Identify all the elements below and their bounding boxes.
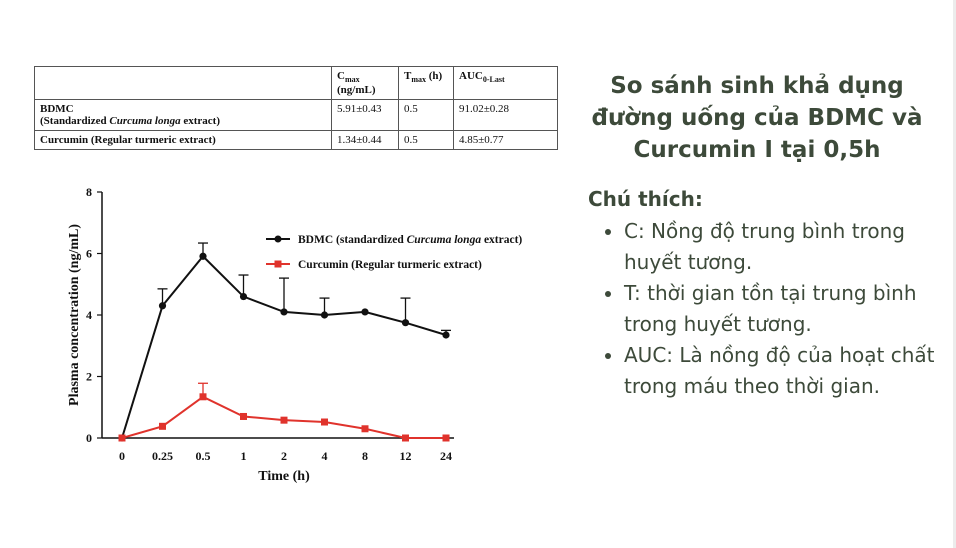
- notes-heading: Chú thích:: [588, 187, 703, 211]
- table-row: [35, 131, 558, 150]
- x-tick-label: 0: [119, 449, 125, 463]
- x-axis-label: Time (h): [258, 469, 310, 484]
- table-cell-tmax: 0.5: [399, 100, 454, 131]
- data-point: [361, 308, 368, 315]
- y-tick-label: 6: [86, 246, 92, 261]
- x-tick-label: 0.25: [152, 449, 173, 463]
- data-point: [119, 435, 126, 442]
- table-cell-auc: 91.02±0.28: [454, 100, 558, 131]
- legend-marker: [275, 236, 282, 243]
- x-tick-label: 1: [240, 449, 247, 463]
- table-cell-cmax: 1.34±0.44: [332, 131, 399, 150]
- table-header-cmax: $C_{max}$ (ng/mL): [332, 67, 399, 100]
- data-point: [321, 311, 328, 318]
- pk-figure: [34, 64, 580, 484]
- list-item: • AUC: Là nồng độ của hoạt chất trong máu theo thời gian.: [624, 340, 944, 402]
- table-cell-name: Curcumin (Regular turmeric extract): [35, 131, 332, 150]
- table-header-empty: [35, 67, 332, 100]
- table-cell-name: BDMC (Standardized Curcuma longa extract): [35, 100, 332, 131]
- data-point: [199, 253, 206, 260]
- data-point: [281, 417, 288, 424]
- x-tick-label: 0.5: [195, 449, 211, 463]
- data-point: [442, 331, 449, 338]
- table-header-tmax: $T_{max}$ (h): [399, 67, 454, 100]
- data-point: [200, 393, 207, 400]
- line-chart: [34, 176, 580, 484]
- data-point: [362, 425, 369, 432]
- list-item: • T: thời gian tồn tại trung bình trong huyết tương.: [624, 278, 944, 340]
- table-row: [35, 100, 558, 131]
- data-point: [443, 435, 450, 442]
- table-cell-tmax: 0.5: [399, 131, 454, 150]
- y-tick-label: 8: [86, 185, 92, 199]
- list-item: • C: Nồng độ trung bình trong huyết tương.: [624, 216, 944, 278]
- table-header-row: [35, 67, 558, 100]
- x-tick-label: 8: [362, 449, 368, 463]
- notes-list: [596, 216, 944, 402]
- page-title: So sánh sinh khả dụng đường uống của BDMC và Curcumin I tại 0,5h: [591, 73, 923, 163]
- data-point: [240, 413, 247, 420]
- x-tick-label: 4: [321, 449, 328, 463]
- data-point: [321, 419, 328, 426]
- pk-table: [34, 66, 558, 150]
- data-point: [280, 308, 287, 315]
- y-tick-label: 4: [86, 308, 92, 322]
- x-tick-label: 24: [440, 449, 452, 463]
- x-tick-label: 2: [281, 449, 287, 463]
- table-cell-auc: 4.85±0.77: [454, 131, 558, 150]
- legend-label: Curcumin (Regular turmeric extract): [298, 259, 482, 271]
- data-point: [159, 302, 166, 309]
- data-point: [402, 319, 409, 326]
- legend-marker: [275, 261, 282, 268]
- legend-label: BDMC (standardized Curcuma longa extract): [298, 234, 523, 246]
- y-axis-label: Plasma concentration (ng/mL): [67, 224, 82, 406]
- table-header-auc: $AUC_{0-Last}$: [454, 67, 558, 100]
- data-point: [159, 423, 166, 430]
- table-cell-cmax: 5.91±0.43: [332, 100, 399, 131]
- x-tick-label: 12: [399, 449, 412, 463]
- data-point: [240, 293, 247, 300]
- y-tick-label: 0: [86, 431, 92, 445]
- data-point: [402, 435, 409, 442]
- y-tick-label: 2: [86, 369, 92, 384]
